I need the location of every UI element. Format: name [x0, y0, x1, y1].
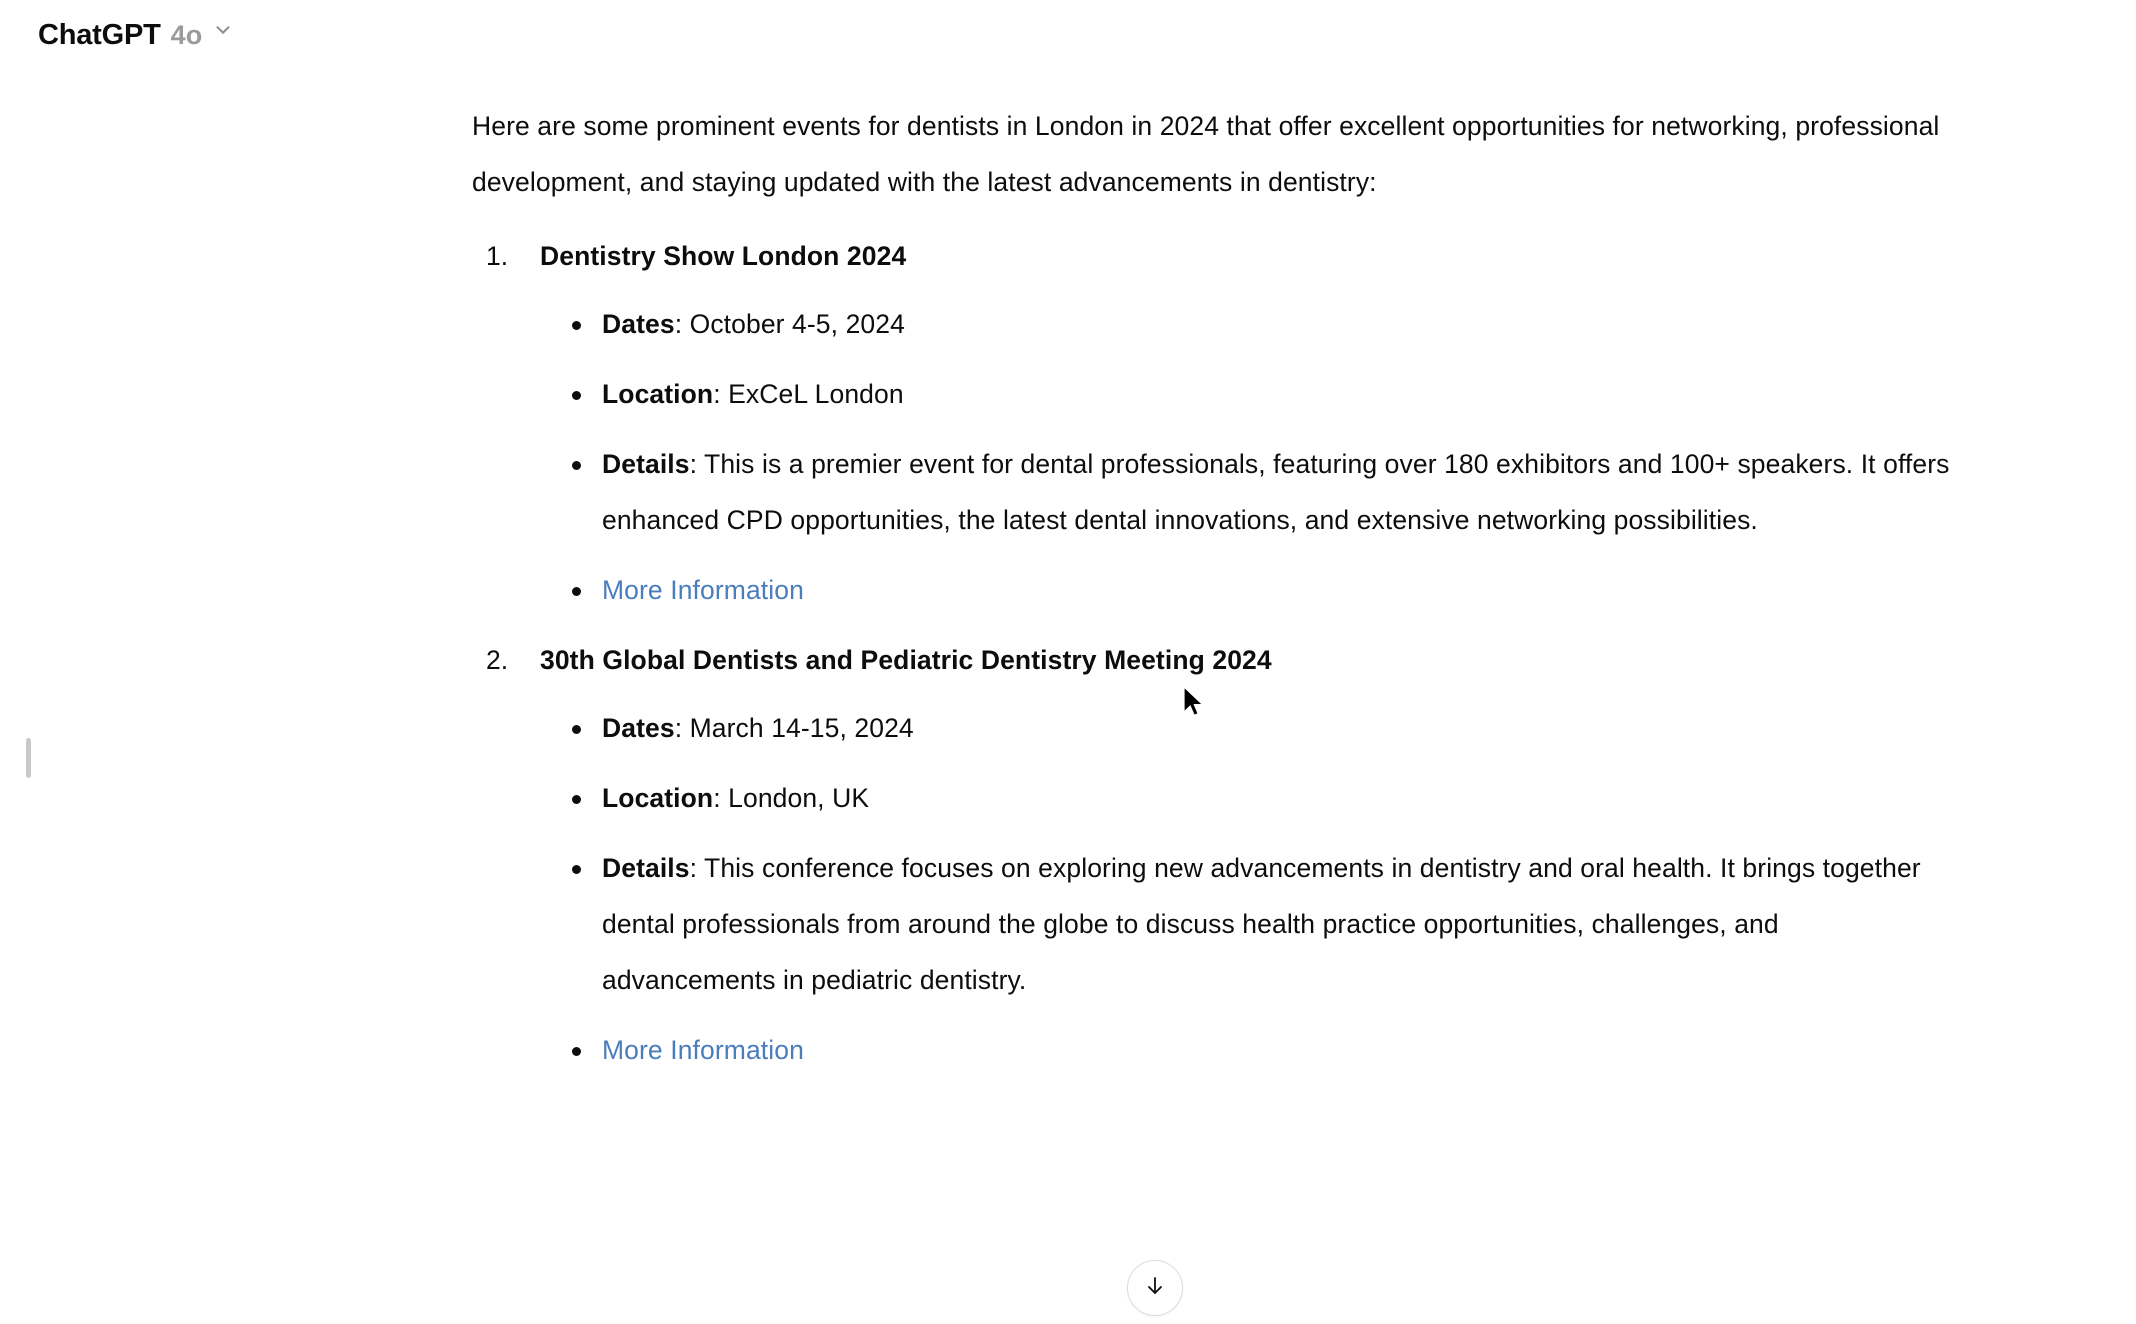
model-name-label: 4o	[170, 19, 203, 50]
model-switcher-button[interactable]	[36, 17, 244, 56]
event-link-item	[540, 1022, 1952, 1078]
more-information-link[interactable]: More Information	[602, 1035, 804, 1065]
event-title: Dentistry Show London 2024	[540, 241, 907, 271]
scrollbar-thumb[interactable]	[26, 738, 31, 778]
location-value: : London, UK	[713, 783, 870, 813]
list-item	[472, 632, 1952, 1078]
assistant-message	[472, 98, 1952, 1092]
event-details-list	[540, 296, 1952, 618]
event-details	[540, 436, 1952, 548]
events-list	[472, 228, 1952, 1078]
list-item-number: 2.	[486, 645, 509, 675]
dates-label: Dates	[602, 309, 675, 339]
intro-paragraph: Here are some prominent events for dentists in London in 2024 that offer excellent opportunities for networking, professional development, and staying updated with the latest advancements in dentistry:	[472, 111, 1940, 197]
event-details	[540, 840, 1952, 1008]
event-title: 30th Global Dentists and Pediatric Dentistry Meeting 2024	[540, 645, 1272, 675]
list-item-number: 1.	[486, 241, 509, 271]
event-details-list	[540, 700, 1952, 1078]
scroll-to-bottom-button[interactable]	[1127, 1260, 1183, 1316]
conversation-scroll-area[interactable]	[0, 72, 2136, 1324]
app-title: ChatGPT	[38, 18, 161, 51]
arrow-down-icon	[1143, 1274, 1167, 1303]
details-value: : This is a premier event for dental professionals, featuring over 180 exhibitors and 100+ speakers. It offers enhanced CPD opportunities, the latest dental innovations, and extensive networking possibilities.	[602, 449, 1950, 535]
event-location	[540, 770, 1952, 826]
event-link-item	[540, 562, 1952, 618]
more-information-link[interactable]: More Information	[602, 575, 804, 605]
location-value: : ExCeL London	[713, 379, 904, 409]
dates-value: : March 14-15, 2024	[674, 713, 914, 743]
event-dates	[540, 296, 1952, 352]
location-label: Location	[602, 783, 714, 813]
event-location	[540, 366, 1952, 422]
details-value: : This conference focuses on exploring new advancements in dentistry and oral health. It brings together dental professionals from around the globe to discuss health practice opportunities, challenges, and advancements in pediatric dentistry.	[602, 853, 1921, 995]
app-header	[0, 0, 2136, 72]
chevron-down-icon	[212, 19, 234, 41]
event-dates	[540, 700, 1952, 756]
details-label: Details	[602, 449, 690, 479]
location-label: Location	[602, 379, 714, 409]
details-label: Details	[602, 853, 690, 883]
dates-label: Dates	[602, 713, 675, 743]
list-item	[472, 228, 1952, 618]
dates-value: : October 4-5, 2024	[674, 309, 905, 339]
